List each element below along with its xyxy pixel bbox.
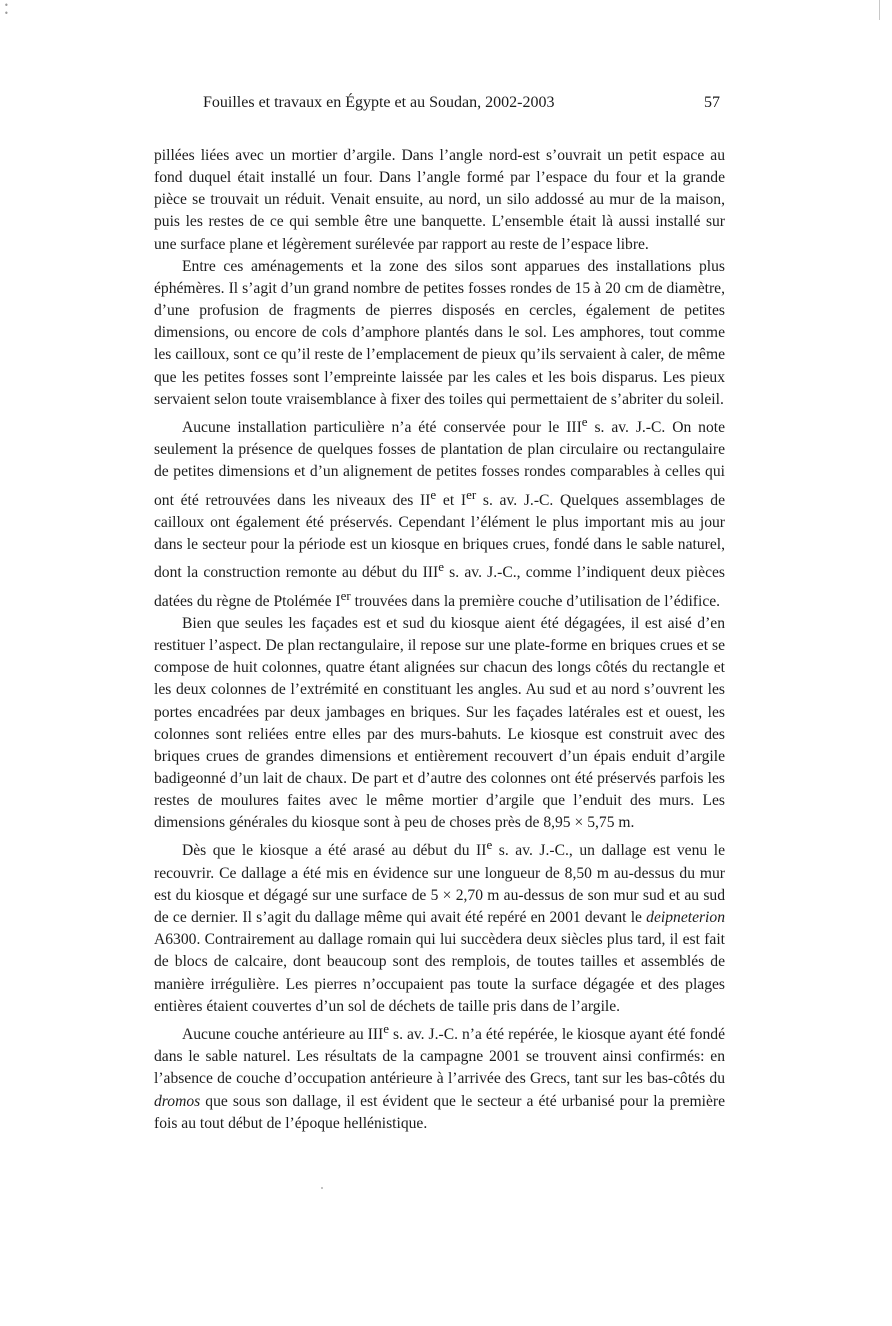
- superscript: e: [438, 559, 444, 575]
- scan-corner-mark: • •: [4, 1, 9, 18]
- paragraph-1: [154, 145, 725, 256]
- paragraph-text: s. av. J.-C. n’a été repérée, le kiosque ayant été fondé dans le sable naturel. Les résultats de la campagne 2001 se trouvent ainsi confirmés: en l’absence de couche d’occupation antérieure à l’arrivée des Grecs, tant sur les bas-côtés du: [154, 1026, 725, 1088]
- italic-term: dromos: [154, 1092, 201, 1110]
- paragraph-6: [154, 1018, 725, 1135]
- running-title: Fouilles et travaux en Égypte et au Soudan, 2002-2003: [203, 94, 555, 111]
- superscript: e: [430, 486, 437, 502]
- superscript: e: [383, 1020, 390, 1036]
- scan-edge-line: [879, 0, 880, 20]
- page-number: 57: [704, 94, 720, 111]
- paragraph-text: pillées liées avec un mortier d’argile. Dans l’angle nord-est s’ouvrait un petit espace au fond duquel était installé un four. Dans l’angle formé par l’espace du four et la grande pièce se trouvait un réduit. Venait ensuite, au nord, un silo addossé au mur de la maison, puis les restes de ce qui semble être une banquette. L’ensemble était là aussi installé sur une surface plane et légèrement surélevée par rapport au reste de l’espace libre.: [154, 147, 725, 253]
- paragraph-text: que sous son dallage, il est évident que le secteur a été urbanisé pour la première fois au tout début de l’époque hellénistique.: [154, 1092, 725, 1132]
- paragraph-text: A6300. Contrairement au dallage romain qui lui succèdera deux siècles plus tard, il est fait de blocs de calcaire, dont beaucoup sont des remplois, de toutes tailles et assemblés de manière irrégulière. Les pierres n’occupaient pas toute la surface dégagée et des plages entières étaient couvertes d’un sol de déchets de taille pris dans de l’argile.: [154, 931, 725, 1015]
- paragraph-2: [154, 256, 725, 411]
- paragraph-4: [154, 613, 725, 835]
- paragraph-text: Bien que seules les façades est et sud du kiosque aient été dégagées, il est aisé d’en restituer l’aspect. De plan rectangulaire, il repose sur une plate-forme en briques crues et se compose de huit colonnes, quatre étant alignées sur chacun des longs côtés du rectangle et les deux colonnes de l’extrémité en constituant les angles. Au sud et au nord s’ouvrent les portes encadrées par deux jambages en briques. Sur les façades latérales est et ouest, les colonnes sont reliées entre elles par des murs-bahuts. Le kiosque est construit avec des briques crues de grandes dimensions et entièrement recouvert d’un épais enduit d’argile badigeonné d’un lait de chaux. De part et d’autre des colonnes ont été préservés parfois les restes de moulures faites avec le même mortier d’argile que l’enduit des murs. Les dimensions générales du kiosque sont à peu de choses près de 8,95 × 5,75 m.: [154, 614, 725, 832]
- superscript: er: [340, 587, 351, 603]
- paragraph-text: s. av. J.-C. On note seulement la présence de quelques fosses de plantation de plan circulaire ou rectangulaire de petites dimensions et d’un alignement de petites fosses rondes comparables à celles qui ont été retrouvées dans les niveaux des II: [154, 419, 725, 509]
- paragraph-text: et I: [436, 491, 467, 509]
- superscript: er: [466, 486, 477, 502]
- paragraph-text: Aucune couche antérieure au III: [182, 1026, 384, 1044]
- superscript: e: [581, 413, 588, 429]
- paragraph-text: s. av. J.-C. Quelques assemblages de cailloux ont également été préservés. Cependant l’élément le plus important mis au jour dans le secteur pour la période est un kiosque en briques crues, fondé dans le sable naturel, dont la construction remonte au début du III: [154, 491, 725, 582]
- paragraph-5: [154, 834, 725, 1017]
- italic-term: deipneterion: [646, 909, 725, 927]
- paragraph-text: s. av. J.-C., un dallage est venu le recouvrir. Ce dallage a été mis en évidence sur une longueur de 8,50 m au-dessus du mur est du kiosque et dégagé sur une surface de 5 × 2,70 m au-dessus de son mur sud et au sud de ce dernier. Il s’agit du dallage même qui avait été repéré en 2001 devant le: [154, 842, 725, 927]
- scan-speck: [321, 1187, 323, 1189]
- paragraph-text: Dès que le kiosque a été arasé au début du II: [182, 842, 487, 860]
- body-text: [154, 145, 725, 1135]
- superscript: e: [486, 837, 493, 853]
- paragraph-text: Aucune installation particulière n’a été conservée pour le III: [182, 419, 582, 437]
- paragraph-text: trouvées dans la première couche d’utilisation de l’édifice.: [350, 592, 721, 610]
- paragraph-3: [154, 411, 725, 613]
- paragraph-text: Entre ces aménagements et la zone des silos sont apparues des installations plus éphémères. Il s’agit d’un grand nombre de petites fosses rondes de 15 à 20 cm de diamètre, d’une profusion de fragments de pierres disposés en cercles, également de petites dimensions, ou encore de cols d’amphore plantés dans le sol. Les amphores, tout comme les cailloux, sont ce qu’il reste de l’emplacement de pieux qu’ils servaient à caler, de même que les petites fosses sont l’empreinte laissée par les cales et les bois disparus. Les pieux servaient selon toute vraisemblance à fixer des toiles qui permettaient de s’abriter du soleil.: [154, 257, 725, 408]
- paragraph-text: s. av. J.-C., comme l’indiquent deux pièces datées du règne de Ptolémée I: [154, 564, 725, 610]
